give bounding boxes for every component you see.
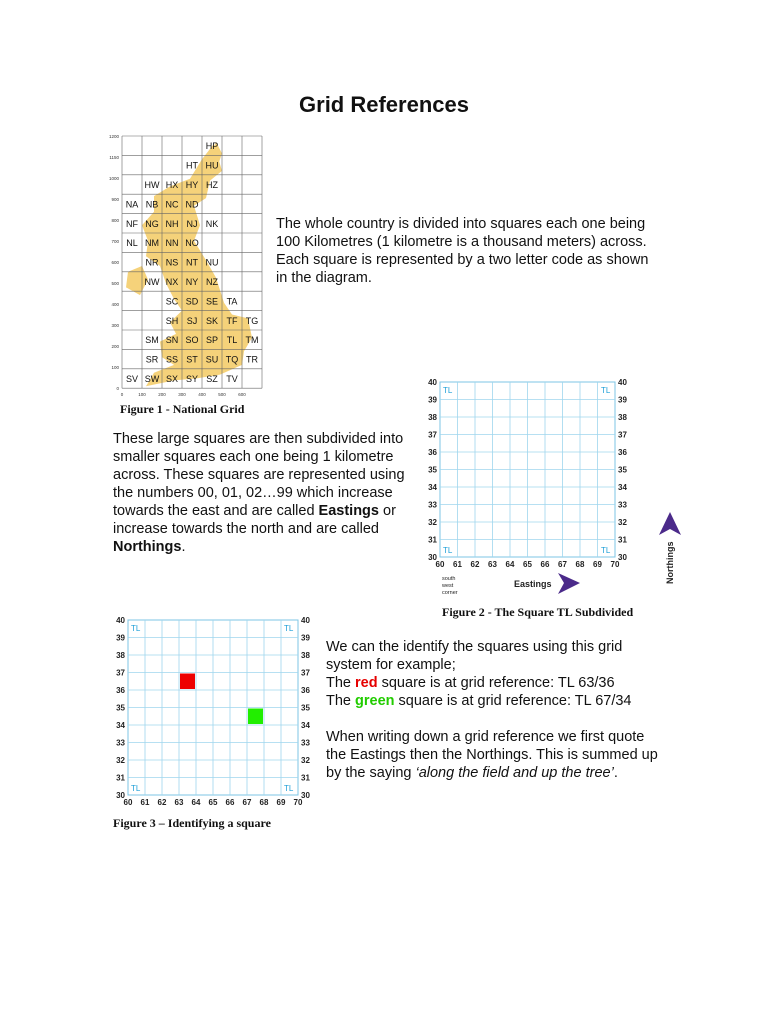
northing-label: 39 <box>618 395 627 405</box>
grid-square-code: HW <box>144 180 160 190</box>
order-paragraph <box>326 728 661 782</box>
northing-label: 39 <box>116 633 125 643</box>
grid-square-code: SZ <box>206 374 218 384</box>
northing-label: 38 <box>428 413 437 422</box>
corner-tl-label: TL <box>443 386 453 395</box>
northing-label: 35 <box>618 465 627 475</box>
tl-subdivided-figure <box>428 372 688 602</box>
national-grid-figure <box>104 134 264 400</box>
grid-square-code: NC <box>165 199 179 210</box>
northing-label: 37 <box>618 430 627 440</box>
northing-label: 32 <box>618 518 627 527</box>
grid-square-code: SD <box>185 296 199 307</box>
grid-square-code: NF <box>126 218 138 229</box>
intro-text: The whole country is divided into squares each one being 100 Kilometres (1 kilometre is a thousand meters) across. Each square is represented by a two letter code as shown in the diagram. <box>276 216 649 286</box>
grid-square-code: TF <box>226 315 238 326</box>
y-tick-label: 0 <box>116 386 119 392</box>
y-tick-label: 300 <box>111 323 119 329</box>
corner-tl-label: TL <box>443 546 453 555</box>
grid-square-code: HU <box>205 160 219 171</box>
corner-tl-label: TL <box>284 784 294 793</box>
northing-label: 37 <box>428 430 437 440</box>
x-tick-label: 300 <box>178 392 186 398</box>
grid-square-code: NS <box>165 257 179 268</box>
identify-square-figure <box>108 612 323 812</box>
corner-tl-label: TL <box>601 546 611 555</box>
identify-line1: We can the identify the squares using this grid system for example; <box>326 639 623 673</box>
northing-label: 32 <box>428 518 437 527</box>
northing-label: 38 <box>618 413 627 422</box>
grid-square-code: NJ <box>186 218 198 229</box>
sw-corner-label: south <box>442 576 456 582</box>
sw-corner-label: west <box>442 583 454 589</box>
grid-square-code: TM <box>245 335 259 346</box>
subdivide-text-3: . <box>181 539 186 555</box>
northing-label: 36 <box>618 448 627 457</box>
subdivide-text-1: These large squares are then subdivided into smaller squares each one being 1 kilometre across. These squares are represented using the numbers 00, 01, 02…99 which increase towards the east and are called <box>113 431 405 519</box>
y-tick-label: 1200 <box>108 134 119 139</box>
easting-label: 66 <box>540 560 550 569</box>
northing-label: 31 <box>618 535 627 545</box>
page-title: Grid References <box>299 92 469 117</box>
easting-label: 62 <box>470 560 480 569</box>
eastings-arrow-icon <box>558 573 580 594</box>
grid-square-code: HX <box>165 180 179 190</box>
saying-text: ‘along the field and up the tree’ <box>415 765 614 781</box>
x-tick-label: 100 <box>138 392 146 398</box>
northing-label: 37 <box>301 668 310 678</box>
easting-label: 63 <box>174 798 184 807</box>
sw-corner-label: corner <box>442 590 458 596</box>
grid-square-code: SW <box>144 374 160 384</box>
northing-label: 31 <box>116 773 125 783</box>
northing-label: 30 <box>618 553 627 562</box>
red-word: red <box>355 675 378 691</box>
eastings-axis-label: Eastings <box>514 579 552 589</box>
grid-square-code: NB <box>145 199 159 210</box>
grid-square-code: TG <box>245 315 259 326</box>
y-tick-label: 900 <box>111 197 119 203</box>
northing-label: 33 <box>116 738 125 748</box>
grid-square-code: NN <box>165 238 179 249</box>
grid-square-code: HT <box>186 160 198 171</box>
subdivide-paragraph <box>113 430 423 556</box>
northing-label: 36 <box>116 686 125 695</box>
easting-label: 65 <box>208 798 218 807</box>
green-square <box>248 709 263 725</box>
corner-tl-label: TL <box>601 386 611 395</box>
grid-square-code: NZ <box>206 277 218 287</box>
northings-arrow-icon <box>659 512 681 535</box>
y-tick-label: 600 <box>111 260 119 266</box>
northing-label: 39 <box>301 633 310 643</box>
grid-square-code: NM <box>145 238 159 249</box>
grid-square-code: NK <box>205 218 219 229</box>
grid-square-code: TV <box>226 374 238 384</box>
x-tick-label: 0 <box>120 392 124 398</box>
grid-square-code: SP <box>205 335 219 346</box>
green-word: green <box>355 693 395 709</box>
grid-square-code: ST <box>186 354 198 365</box>
grid-square-code: NW <box>144 277 160 287</box>
eastings-term: Eastings <box>318 503 379 519</box>
grid-square-code: SM <box>145 335 159 346</box>
y-tick-label: 700 <box>111 239 119 245</box>
grid-square-code: NL <box>126 238 138 249</box>
easting-label: 70 <box>293 798 303 807</box>
northing-label: 34 <box>618 483 627 492</box>
figure2-caption: Figure 2 - The Square TL Subdivided <box>442 605 634 619</box>
grid-square-code: TQ <box>225 354 239 365</box>
corner-tl-label: TL <box>284 624 294 633</box>
easting-label: 69 <box>593 560 602 569</box>
northing-label: 36 <box>301 686 310 695</box>
subdivide-text-2: or increase towards the north and are called <box>113 503 396 537</box>
northing-label: 30 <box>301 791 310 800</box>
identify-paragraph <box>326 638 661 710</box>
red-line-suffix: square is at grid reference: TL 63/36 <box>377 675 615 691</box>
corner-tl-label: TL <box>131 624 141 633</box>
easting-label: 67 <box>558 560 567 569</box>
y-tick-label: 800 <box>111 218 119 224</box>
grid-square-code: SN <box>165 335 179 346</box>
northing-label: 33 <box>428 500 437 510</box>
grid-square-code: SS <box>165 354 179 365</box>
northing-label: 38 <box>116 651 125 660</box>
grid-square-code: NH <box>165 218 179 229</box>
easting-label: 60 <box>435 560 445 569</box>
x-tick-label: 400 <box>198 392 206 398</box>
y-tick-label: 400 <box>111 302 119 308</box>
y-tick-label: 500 <box>111 281 119 287</box>
intro-paragraph <box>276 215 656 287</box>
easting-label: 66 <box>225 798 235 807</box>
northing-label: 40 <box>618 378 627 387</box>
y-tick-label: 1000 <box>108 176 119 182</box>
grid-square-code: SY <box>185 374 199 384</box>
grid-square-code: HY <box>185 180 199 190</box>
northing-label: 35 <box>116 703 125 713</box>
x-tick-label: 500 <box>218 392 226 398</box>
northing-label: 39 <box>428 395 437 405</box>
grid-square-code: SV <box>125 374 139 384</box>
easting-label: 70 <box>610 560 620 569</box>
grid-square-code: SJ <box>186 315 198 326</box>
grid-square-code: HZ <box>206 180 218 190</box>
grid-square-code: HP <box>205 141 219 152</box>
grid-square-code: TR <box>246 354 258 365</box>
grid-square-code: NU <box>205 257 219 268</box>
northing-label: 34 <box>116 721 125 730</box>
grid-square-code: NA <box>125 199 139 210</box>
red-line-prefix: The <box>326 675 356 691</box>
y-tick-label: 200 <box>111 344 119 350</box>
x-tick-label: 200 <box>158 392 166 398</box>
easting-label: 63 <box>488 560 497 569</box>
northings-axis-label: Northings <box>665 541 675 584</box>
grid-square-code: SX <box>165 374 179 384</box>
northing-label: 32 <box>116 756 125 765</box>
grid-square-code: SH <box>165 315 179 326</box>
northing-label: 35 <box>428 465 437 475</box>
y-tick-label: 1150 <box>109 155 119 161</box>
northing-label: 33 <box>618 500 627 510</box>
easting-label: 61 <box>140 798 150 807</box>
northing-label: 31 <box>428 535 437 545</box>
red-square <box>180 674 195 690</box>
easting-label: 60 <box>123 798 133 807</box>
green-line-prefix: The <box>326 693 356 709</box>
grid-square-code: SC <box>165 296 179 307</box>
easting-label: 65 <box>523 560 532 569</box>
northing-label: 34 <box>428 483 437 492</box>
northings-term: Northings <box>113 539 182 555</box>
grid-square-code: NR <box>145 257 159 268</box>
green-line-suffix: square is at grid reference: TL 67/34 <box>394 693 632 709</box>
easting-label: 69 <box>276 798 286 807</box>
grid-square-code: TL <box>226 335 238 346</box>
grid-square-code: NG <box>145 218 159 229</box>
northing-label: 37 <box>116 668 125 678</box>
northing-label: 34 <box>301 721 310 730</box>
corner-tl-label: TL <box>131 784 141 793</box>
order-text-1: When writing down a grid reference we first quote the Eastings then the Northings. This is summed up by the saying <box>326 729 658 781</box>
northing-label: 40 <box>301 616 310 625</box>
figure1-caption: Figure 1 - National Grid <box>120 402 245 416</box>
northing-label: 31 <box>301 773 310 783</box>
northing-label: 35 <box>301 703 310 713</box>
grid-square-code: SE <box>205 296 219 307</box>
easting-label: 68 <box>575 560 585 569</box>
northing-label: 38 <box>301 651 310 660</box>
order-text-2: . <box>613 765 618 781</box>
grid-square-code: SO <box>185 335 199 346</box>
grid-square-code: NT <box>186 257 198 268</box>
grid-square-code: NX <box>165 277 179 287</box>
northing-label: 30 <box>428 553 437 562</box>
grid-square-code: SK <box>205 315 219 326</box>
grid-square-code: SR <box>145 354 159 365</box>
x-tick-label: 600 <box>238 392 246 398</box>
easting-label: 61 <box>453 560 462 569</box>
easting-label: 67 <box>242 798 252 807</box>
easting-label: 68 <box>259 798 269 807</box>
easting-label: 64 <box>191 798 201 807</box>
grid-square-code: TA <box>226 296 238 307</box>
easting-label: 62 <box>157 798 167 807</box>
grid-square-code: NO <box>185 238 199 249</box>
northing-label: 40 <box>428 378 437 387</box>
northing-label: 32 <box>301 756 310 765</box>
northing-label: 33 <box>301 738 310 748</box>
easting-label: 64 <box>505 560 515 569</box>
northing-label: 30 <box>116 791 125 800</box>
grid-square-code: SU <box>205 354 219 365</box>
y-tick-label: 100 <box>111 365 119 371</box>
grid-square-code: ND <box>185 199 199 210</box>
grid-square-code: NY <box>185 277 199 287</box>
figure3-caption: Figure 3 – Identifying a square <box>113 816 271 830</box>
northing-label: 40 <box>116 616 125 625</box>
northing-label: 36 <box>428 448 437 457</box>
